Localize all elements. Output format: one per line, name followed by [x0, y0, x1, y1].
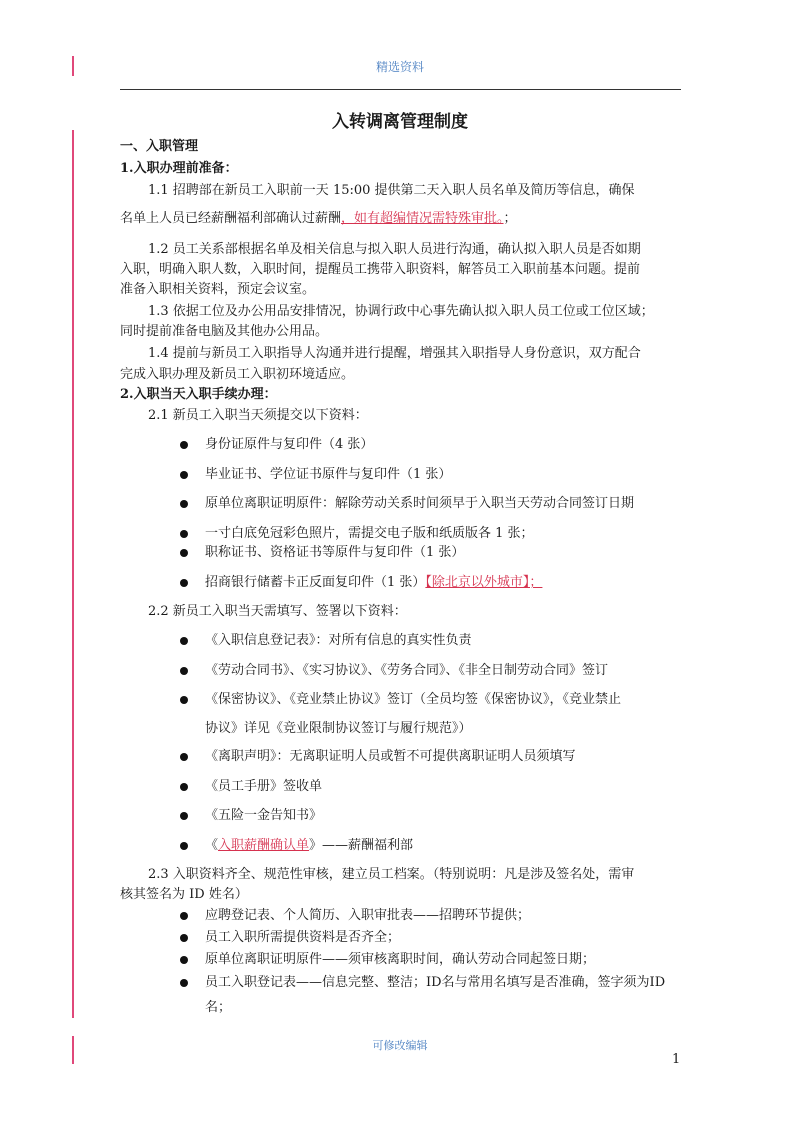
paragraph-1-3-cont: 同时提前准备电脑及其他办公用品。 — [120, 324, 329, 339]
list-item: 《保密协议》、《竞业禁止协议》签订（全员均签《保密协议》，《竞业禁止 — [205, 692, 622, 707]
list-item: 原单位离职证明原件：解除劳动关系时间须早于入职当天劳动合同签订日期 — [205, 496, 635, 511]
bullet-icon — [180, 956, 188, 964]
list-item: 员工入职所需提供资料是否齐全； — [205, 930, 401, 945]
paragraph-1-4: 1.4 提前与新员工入职指导人沟通并进行提醒，增强其入职指导人身份意识，双方配合 — [148, 346, 641, 361]
list-item: 《员工手册》签收单 — [205, 779, 323, 794]
bullet-icon — [180, 667, 188, 675]
list-item: 一寸白底免冠彩色照片，需提交电子版和纸质版各 1 张； — [205, 526, 534, 541]
text-span: 》——薪酬福利部 — [309, 838, 414, 853]
text-span: 名单上人员已经薪酬福利部确认过薪酬 — [120, 211, 342, 226]
revision-text: 【除北京以外城市】； — [425, 575, 543, 590]
margin-mark-body — [72, 130, 74, 1018]
list-item: 员工入职登记表——信息完整、整洁；ID名与常用名填写是否准确，签字须为ID — [205, 975, 666, 990]
bullet-icon — [180, 579, 188, 587]
bullet-icon — [180, 637, 188, 645]
paragraph-1-1: 1.1 招聘部在新员工入职前一天 15:00 提供第二天入职人员名单及简历等信息，确保 — [148, 183, 635, 198]
list-item: 身份证原件与复印件（4 张） — [205, 437, 374, 452]
list-item: 毕业证书、学位证书原件与复印件（1 张） — [205, 467, 452, 482]
bullet-icon — [180, 934, 188, 942]
section-heading: 一、入职管理 — [120, 139, 199, 154]
header-rule — [120, 89, 681, 90]
list-item-cont: 名； — [205, 1000, 232, 1015]
page-number: 1 — [672, 1052, 681, 1067]
revision-text: 入职薪酬确认单 — [218, 838, 310, 853]
paragraph-1-2-cont: 准备入职相关资料，预定会议室。 — [120, 282, 316, 297]
paragraph-2-2: 2.2 新员工入职当天需填写、签署以下资料： — [148, 604, 407, 619]
paragraph-1-2: 1.2 员工关系部根据名单及相关信息与拟入职人员进行沟通，确认拟入职人员是否如期 — [148, 242, 641, 257]
list-item: 职称证书、资格证书等原件与复印件（1 张） — [205, 545, 465, 560]
bullet-icon — [180, 500, 188, 508]
bullet-icon — [180, 753, 188, 761]
subsection-heading: 2.入职当天入职手续办理： — [120, 387, 277, 402]
subsection-heading: 1.入职办理前准备： — [120, 161, 238, 176]
list-item-cont: 协议》详见《竞业限制协议签订与履行规范》） — [205, 721, 472, 736]
paragraph-1-1-cont — [120, 210, 517, 228]
bullet-icon — [180, 783, 188, 791]
list-item — [205, 837, 413, 855]
list-item: 《五险一金告知书》 — [205, 808, 323, 823]
header-link[interactable]: 精选资料 — [375, 60, 424, 74]
bullet-icon — [180, 842, 188, 850]
page-title: 入转调离管理制度 — [332, 112, 468, 132]
bullet-icon — [180, 441, 188, 449]
paragraph-1-2-cont: 入职，明确入职人数，入职时间，提醒员工携带入职资料，解答员工入职前基本问题。提前 — [120, 262, 641, 277]
bullet-icon — [180, 549, 188, 557]
list-item — [205, 574, 542, 592]
paragraph-1-3: 1.3 依据工位及办公用品安排情况，协调行政中心事先确认拟入职人员工位或工位区域； — [148, 304, 654, 319]
bullet-icon — [180, 812, 188, 820]
bullet-icon — [180, 979, 188, 987]
paragraph-2-1: 2.1 新员工入职当天须提交以下资料： — [148, 408, 368, 423]
bullet-icon — [180, 696, 188, 704]
list-item: 应聘登记表、个人简历、入职审批表——招聘环节提供； — [205, 908, 531, 923]
revision-text: ，如有超编情况需特殊审批。 — [341, 211, 504, 226]
paragraph-2-3-cont: 核其签名为 ID 姓名） — [120, 887, 248, 902]
text-span: 《 — [205, 838, 219, 853]
paragraph-2-3: 2.3 入职资料齐全、规范性审核，建立员工档案。（特别说明：凡是涉及签名处，需审 — [148, 867, 635, 882]
list-item: 原单位离职证明原件——须审核离职时间，确认劳动合同起签日期； — [205, 952, 596, 967]
list-item: 《入职信息登记表》：对所有信息的真实性负责 — [205, 633, 472, 648]
text-span: 招商银行储蓄卡正反面复印件（1 张） — [205, 575, 426, 590]
bullet-icon — [180, 471, 188, 479]
text-span: ； — [503, 211, 517, 226]
footer-link[interactable]: 可修改编辑 — [372, 1039, 428, 1052]
bullet-icon — [180, 912, 188, 920]
paragraph-1-4-cont: 完成入职办理及新员工入职初环境适应。 — [120, 367, 355, 382]
bullet-icon — [180, 530, 188, 538]
list-item: 《劳动合同书》、《实习协议》、《劳务合同》、《非全日制劳动合同》签订 — [205, 663, 609, 678]
list-item: 《离职声明》：无离职证明人员或暂不可提供离职证明人员须填写 — [205, 749, 576, 764]
